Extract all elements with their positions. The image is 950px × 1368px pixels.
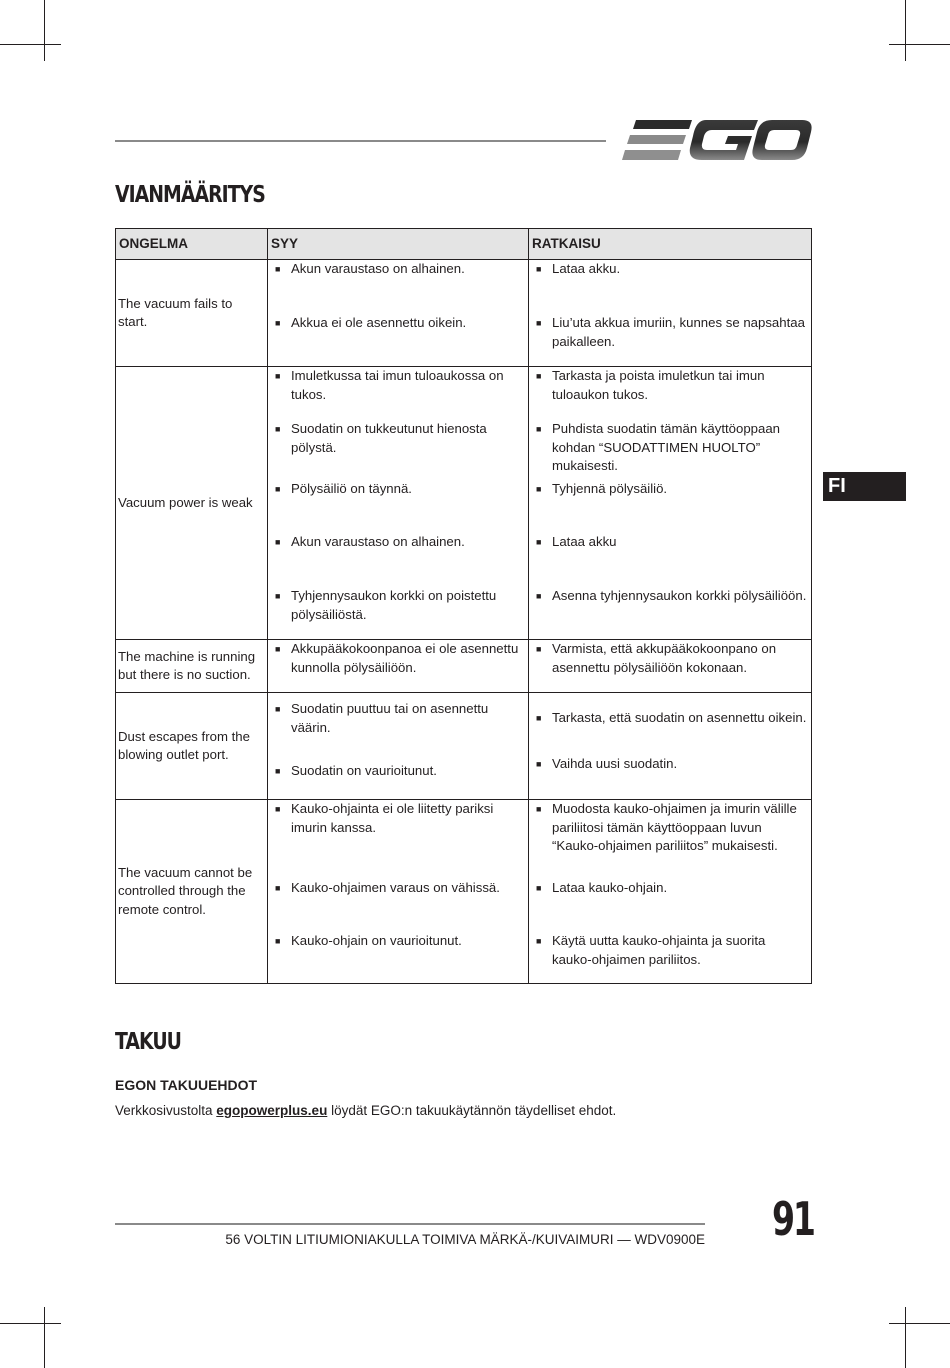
square-bullet-icon: ■ <box>536 759 542 769</box>
square-bullet-icon: ■ <box>275 264 281 274</box>
cause-item: ■ Suodatin on tukkeutunut hienosta pölystä. <box>268 420 528 480</box>
solution-item: ■ Puhdista suodatin tämän käyttöoppaan kohdan “SUODATTIMEN HUOLTO” mukaisesti. <box>529 420 811 480</box>
problem-cell: The vacuum cannot be controlled through the remote control. <box>116 800 268 984</box>
cause-item: ■ Pölysäiliö on täynnä. <box>268 480 528 533</box>
warranty-text-after: löydät EGO:n takuukäytännön täydelliset ehdot. <box>327 1103 617 1118</box>
cause-item: ■ Kauko-ohjain on vaurioitunut. <box>268 932 528 983</box>
warranty-link[interactable]: egopowerplus.eu <box>216 1103 328 1118</box>
table-row <box>116 640 812 693</box>
cause-item: ■ Kauko-ohjainta ei ole liitetty pariksi imurin kanssa. <box>268 800 528 879</box>
solution-item: ■ Lataa akku. <box>529 260 811 314</box>
troubleshooting-table <box>115 228 812 984</box>
square-bullet-icon: ■ <box>536 936 542 946</box>
square-bullet-icon: ■ <box>536 804 542 814</box>
warranty-text-before: Verkkosivustolta <box>115 1103 217 1118</box>
solution-cell <box>529 260 812 367</box>
solution-item: ■ Käytä uutta kauko-ohjainta ja suorita kauko-ohjaimen pariliitos. <box>529 932 811 983</box>
square-bullet-icon: ■ <box>536 883 542 893</box>
square-bullet-icon: ■ <box>275 766 281 776</box>
square-bullet-icon: ■ <box>536 264 542 274</box>
warranty-subtitle: EGON TAKUUEHDOT <box>115 1077 258 1093</box>
solution-item: ■ Lataa kauko-ohjain. <box>529 879 811 932</box>
square-bullet-icon: ■ <box>275 936 281 946</box>
solution-cell <box>529 640 812 693</box>
problem-cell: Dust escapes from the blowing outlet port. <box>116 693 268 800</box>
cause-cell <box>268 367 529 640</box>
header-rule <box>115 140 606 142</box>
table-row <box>116 693 812 800</box>
solution-cell <box>529 367 812 640</box>
problem-cell: The machine is running but there is no suction. <box>116 640 268 693</box>
cause-item: ■ Akkua ei ole asennettu oikein. <box>268 314 528 366</box>
square-bullet-icon: ■ <box>275 371 281 381</box>
page-number: 91 <box>772 1192 814 1246</box>
square-bullet-icon: ■ <box>536 371 542 381</box>
cause-item: ■ Tyhjennysaukon korkki on poistettu pölysäiliöstä. <box>268 587 528 639</box>
language-tab-label: FI <box>828 475 846 497</box>
square-bullet-icon: ■ <box>536 537 542 547</box>
square-bullet-icon: ■ <box>536 644 542 654</box>
header-problem: ONGELMA <box>116 229 268 260</box>
table-row <box>116 367 812 640</box>
square-bullet-icon: ■ <box>536 484 542 494</box>
square-bullet-icon: ■ <box>275 484 281 494</box>
table-row <box>116 260 812 367</box>
solution-item: ■ Varmista, että akkupääkokoonpano on asennettu pölysäiliöön kokonaan. <box>529 640 811 692</box>
footer-rule <box>115 1223 705 1225</box>
solution-item: ■ Vaihda uusi suodatin. <box>529 755 811 799</box>
cause-item: ■ Akun varaustaso on alhainen. <box>268 533 528 587</box>
cause-cell <box>268 800 529 984</box>
warranty-title: TAKUU <box>115 1029 181 1055</box>
square-bullet-icon: ■ <box>275 318 281 328</box>
problem-cell: Vacuum power is weak <box>116 367 268 640</box>
crop-mark <box>0 1323 61 1324</box>
solution-item: ■ Muodosta kauko-ohjaimen ja imurin välille pariliitosi tämän käyttöoppaan luvun “Kauko-ohjaimen pariliitos” mukaisesti. <box>529 800 811 879</box>
solution-item: ■ Lataa akku <box>529 533 811 587</box>
square-bullet-icon: ■ <box>275 883 281 893</box>
problem-cell: The vacuum fails to start. <box>116 260 268 367</box>
solution-item: ■ Asenna tyhjennysaukon korkki pölysäiliöön. <box>529 587 811 639</box>
square-bullet-icon: ■ <box>275 424 281 434</box>
header-solution: RATKAISU <box>529 229 812 260</box>
solution-cell <box>529 800 812 984</box>
crop-mark <box>889 1323 950 1324</box>
cause-item: ■ Suodatin on vaurioitunut. <box>268 762 528 799</box>
ego-logo <box>622 118 812 162</box>
footer-title: 56 VOLTIN LITIUMIONIAKULLA TOIMIVA MÄRKÄ-/KUIVAIMURI — WDV0900E <box>225 1232 705 1247</box>
cause-cell <box>268 260 529 367</box>
language-tab <box>823 472 906 501</box>
header-cause: SYY <box>268 229 529 260</box>
crop-mark <box>905 1307 906 1368</box>
table-row <box>116 800 812 984</box>
square-bullet-icon: ■ <box>275 644 281 654</box>
crop-mark <box>905 0 906 61</box>
solution-item: ■ Tyhjennä pölysäiliö. <box>529 480 811 533</box>
cause-item: ■ Akkupääkokoonpanoa ei ole asennettu kunnolla pölysäiliöön. <box>268 640 528 692</box>
square-bullet-icon: ■ <box>275 537 281 547</box>
crop-mark <box>44 0 45 61</box>
table-header-row <box>116 229 812 260</box>
square-bullet-icon: ■ <box>536 591 542 601</box>
square-bullet-icon: ■ <box>536 424 542 434</box>
square-bullet-icon: ■ <box>536 318 542 328</box>
cause-item: ■ Kauko-ohjaimen varaus on vähissä. <box>268 879 528 932</box>
solution-item: ■ Liu’uta akkua imuriin, kunnes se napsahtaa paikalleen. <box>529 314 811 366</box>
square-bullet-icon: ■ <box>536 713 542 723</box>
cause-item: ■ Suodatin puuttuu tai on asennettu väärin. <box>268 693 528 762</box>
warranty-text <box>115 1103 616 1118</box>
square-bullet-icon: ■ <box>275 591 281 601</box>
cause-item: ■ Imuletkussa tai imun tuloaukossa on tukos. <box>268 367 528 420</box>
crop-mark <box>889 44 950 45</box>
crop-mark <box>0 44 61 45</box>
troubleshooting-title: VIANMÄÄRITYS <box>115 182 265 208</box>
solution-cell <box>529 693 812 800</box>
cause-item: ■ Akun varaustaso on alhainen. <box>268 260 528 314</box>
square-bullet-icon: ■ <box>275 804 281 814</box>
solution-item: ■ Tarkasta ja poista imuletkun tai imun tuloaukon tukos. <box>529 367 811 420</box>
crop-mark <box>44 1307 45 1368</box>
cause-cell <box>268 640 529 693</box>
solution-item: ■ Tarkasta, että suodatin on asennettu oikein. <box>529 693 811 755</box>
cause-cell <box>268 693 529 800</box>
square-bullet-icon: ■ <box>275 704 281 714</box>
